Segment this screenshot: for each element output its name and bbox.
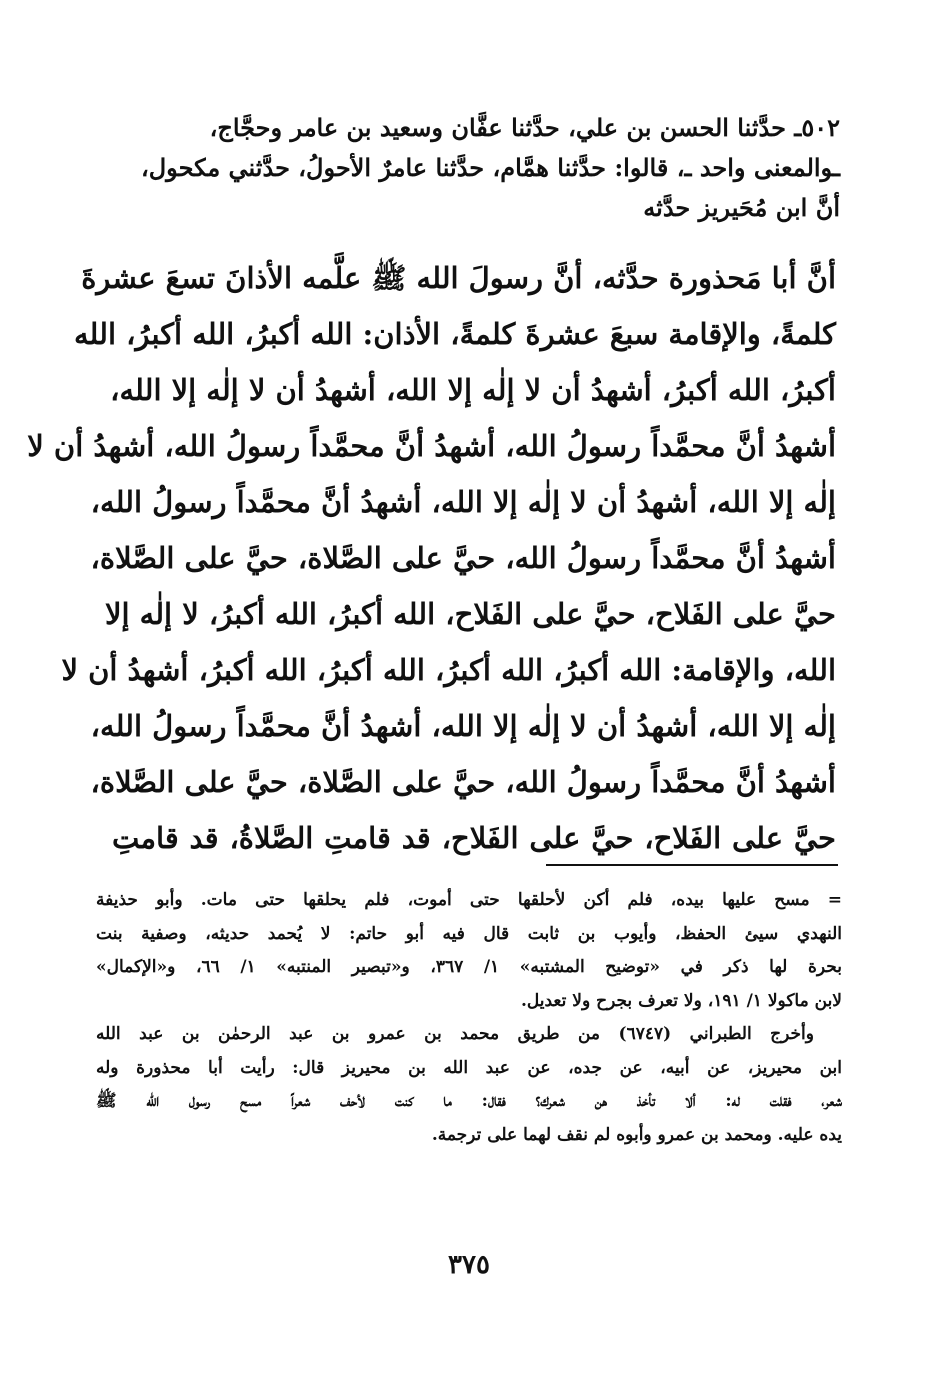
footnote-line: ابن محيريز، عن أبيه، عن جده، عن عبد الله بن محيريز قال: رأيت أبا محذورة وله: [96, 1057, 842, 1078]
matn-line: أشهدُ أنَّ محمَّداً رسولُ الله، حيَّ على الصَّلاة، حيَّ على الصَّلاة،: [90, 765, 836, 799]
matn-line: أكبرُ، الله أكبرُ، أشهدُ أن لا إلٰه إلا الله، أشهدُ أن لا إلٰه إلا الله،: [110, 373, 836, 407]
footnote-line: شعر، فقلت له: ألا تأخذ هن شعرك؟ فقال: ما كنت لأحف شعراً مسح رسول الله ﷺ: [96, 1091, 842, 1111]
matn-line: كلمةً، والإقامة سبعَ عشرةَ كلمةً، الأذان: الله أكبرُ، الله أكبرُ، الله: [73, 317, 836, 351]
footnote-divider: [546, 864, 838, 866]
matn-line: أشهدُ أنَّ محمَّداً رسولُ الله، حيَّ على الصَّلاة، حيَّ على الصَّلاة،: [90, 541, 836, 575]
footnote-line: بحرة لها ذكر في «توضيح المشتبه» ١/ ٣٦٧، و«تبصير المنتبه» ١/ ٦٦، و«الإكمال»: [96, 957, 842, 977]
matn-line: إلٰه إلا الله، أشهدُ أن لا إلٰه إلا الله، أشهدُ أنَّ محمَّداً رسولُ الله،: [90, 485, 836, 519]
matn-line: أنَّ أبا مَحذورة حدَّثه، أنَّ رسولَ الله ﷺ علَّمه الأذانَ تسعَ عشرةَ: [81, 261, 836, 295]
isnad-line: ٥٠٢ـ حدَّثنا الحسن بن علي، حدَّثنا عفَّان وسعيد بن عامر وحجَّاج،: [209, 113, 840, 142]
footnote-line: = مسح عليها بيده، فلم أكن لأحلقها حتى أموت، فلم يحلقها حتى مات. وأبو حذيفة: [96, 890, 842, 910]
page-number: ٣٧٥: [448, 1250, 490, 1280]
footnotes: [96, 884, 842, 1152]
matn-line: إلٰه إلا الله، أشهدُ أن لا إلٰه إلا الله، أشهدُ أنَّ محمَّداً رسولُ الله،: [90, 709, 836, 743]
hadith-isnad: [118, 108, 840, 228]
footnote-line: يده عليه. ومحمد بن عمرو وأبوه لم نقف لهما على ترجمة.: [431, 1124, 842, 1145]
matn-line: حيَّ على الفَلاح، حيَّ على الفَلاح، الله أكبرُ، الله أكبرُ، لا إلٰه إلا: [104, 597, 836, 631]
isnad-line: أنَّ ابن مُحَيريز حدَّثه: [643, 193, 840, 222]
hadith-matn: [27, 250, 836, 866]
footnote-line: النهدي سيئ الحفظ، وأيوب بن ثابت قال فيه أبو حاتم: لا يُحمد حديثه، وصفية بنت: [96, 923, 842, 944]
isnad-line: ـوالمعنى واحد ـ، قالوا: حدَّثنا همَّام، حدَّثنا عامرٌ الأحولُ، حدَّثني مكحول،: [141, 153, 840, 182]
matn-line: الله، والإقامة: الله أكبرُ، الله أكبرُ، الله أكبرُ، الله أكبرُ، أشهدُ أن لا: [61, 653, 836, 687]
matn-line: حيَّ على الفَلاح، حيَّ على الفَلاح، قد قامتِ الصَّلاةُ، قد قامتِ: [112, 821, 836, 855]
footnote-line: لابن ماكولا ١/ ١٩١، ولا تعرف بجرح ولا تعديل.: [520, 990, 842, 1011]
footnote-line: وأخرج الطبراني (٦٧٤٧) من طريق محمد بن عمرو بن عبد الرحمٰن بن عبد الله: [96, 1024, 814, 1044]
matn-line: أشهدُ أنَّ محمَّداً رسولُ الله، أشهدُ أنَّ محمَّداً رسولُ الله، أشهدُ أن لا: [27, 429, 836, 463]
